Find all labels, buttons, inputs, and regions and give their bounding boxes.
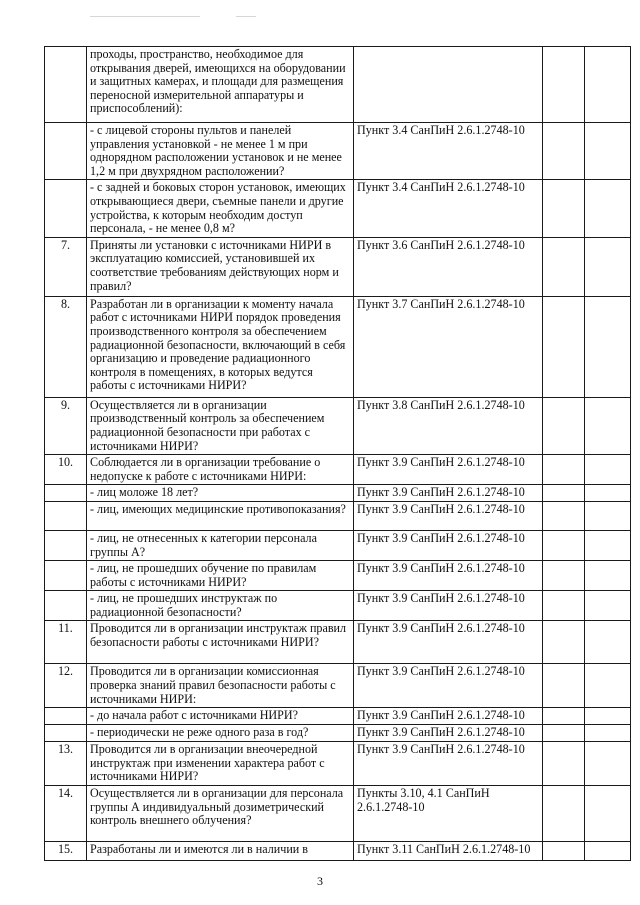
reference-cell: Пункт 3.9 СанПиН 2.6.1.2748-10 bbox=[354, 621, 543, 664]
table-row bbox=[45, 786, 631, 842]
answer-cell bbox=[543, 591, 585, 621]
reference-cell: Пункт 3.11 СанПиН 2.6.1.2748-10 bbox=[354, 842, 543, 861]
page-number: 3 bbox=[317, 874, 323, 888]
reference-cell: Пункты 3.10, 4.1 СанПиН 2.6.1.2748-10 bbox=[354, 786, 543, 842]
question-cell: - периодически не реже одного раза в год? bbox=[87, 725, 354, 742]
item-number-cell bbox=[45, 561, 87, 591]
question-cell: - с задней и боковых сторон установок, имеющих открывающиеся двери, съемные панели и другие устройства, к которым необходим доступ персонала, - не менее 0,8 м? bbox=[87, 180, 354, 237]
table-row bbox=[45, 591, 631, 621]
answer-cell bbox=[543, 47, 585, 123]
table-row bbox=[45, 530, 631, 560]
question-cell: - до начала работ с источниками НИРИ? bbox=[87, 708, 354, 725]
answer-cell bbox=[543, 237, 585, 296]
note-cell bbox=[585, 621, 631, 664]
question-cell: - лиц, не прошедших обучение по правилам работы с источниками НИРИ? bbox=[87, 561, 354, 591]
reference-cell: Пункт 3.9 СанПиН 2.6.1.2748-10 bbox=[354, 742, 543, 786]
reference-cell: Пункт 3.4 СанПиН 2.6.1.2748-10 bbox=[354, 123, 543, 180]
note-cell bbox=[585, 296, 631, 397]
question-cell: - с лицевой стороны пультов и панелей управления установкой - не менее 1 м при однорядном расположении установок и не менее 1,2 м при двухрядном расположении? bbox=[87, 123, 354, 180]
question-cell: Проводится ли в организации внеочередной инструктаж при изменении характера работ с источниками НИРИ? bbox=[87, 742, 354, 786]
reference-cell: Пункт 3.9 СанПиН 2.6.1.2748-10 bbox=[354, 530, 543, 560]
answer-cell bbox=[543, 455, 585, 485]
note-cell bbox=[585, 180, 631, 237]
table-row bbox=[45, 501, 631, 530]
answer-cell bbox=[543, 786, 585, 842]
reference-cell: Пункт 3.4 СанПиН 2.6.1.2748-10 bbox=[354, 180, 543, 237]
question-cell: - лиц моложе 18 лет? bbox=[87, 485, 354, 502]
table-row bbox=[45, 455, 631, 485]
question-cell: проходы, пространство, необходимое для открывания дверей, имеющихся на оборудовании и защитных камерах, и площади для размещения переносной измерительной аппаратуры и приспособлений): bbox=[87, 47, 354, 123]
item-number-cell: 12. bbox=[45, 664, 87, 708]
question-cell: Разработаны ли и имеются ли в наличии в bbox=[87, 842, 354, 861]
table-row bbox=[45, 47, 631, 123]
question-cell: Проводится ли в организации комиссионная проверка знаний правил безопасности работы с источниками НИРИ: bbox=[87, 664, 354, 708]
table-row bbox=[45, 397, 631, 454]
question-cell: Разработан ли в организации к моменту начала работ с источниками НИРИ порядок проведения производственного контроля за обеспечением радиационной безопасности, включающий в себя организацию и проведение радиационного контроля в помещениях, в которых ведутся работы с источниками НИРИ? bbox=[87, 296, 354, 397]
item-number-cell bbox=[45, 708, 87, 725]
note-cell bbox=[585, 397, 631, 454]
item-number-cell: 15. bbox=[45, 842, 87, 861]
answer-cell bbox=[543, 842, 585, 861]
table-row bbox=[45, 842, 631, 861]
table-row bbox=[45, 708, 631, 725]
scan-artifact-line bbox=[90, 16, 200, 17]
answer-cell bbox=[543, 708, 585, 725]
table-row bbox=[45, 180, 631, 237]
table-row bbox=[45, 485, 631, 502]
item-number-cell bbox=[45, 725, 87, 742]
note-cell bbox=[585, 455, 631, 485]
answer-cell bbox=[543, 561, 585, 591]
note-cell bbox=[585, 123, 631, 180]
note-cell bbox=[585, 842, 631, 861]
table-row bbox=[45, 725, 631, 742]
answer-cell bbox=[543, 397, 585, 454]
checklist-table bbox=[44, 46, 631, 861]
reference-cell: Пункт 3.8 СанПиН 2.6.1.2748-10 bbox=[354, 397, 543, 454]
item-number-cell: 14. bbox=[45, 786, 87, 842]
item-number-cell: 8. bbox=[45, 296, 87, 397]
note-cell bbox=[585, 485, 631, 502]
reference-cell bbox=[354, 47, 543, 123]
answer-cell bbox=[543, 123, 585, 180]
note-cell bbox=[585, 530, 631, 560]
note-cell bbox=[585, 561, 631, 591]
scan-artifact-line bbox=[236, 16, 256, 17]
note-cell bbox=[585, 591, 631, 621]
checklist-body bbox=[45, 47, 631, 861]
answer-cell bbox=[543, 725, 585, 742]
note-cell bbox=[585, 47, 631, 123]
answer-cell bbox=[543, 621, 585, 664]
question-cell: - лиц, имеющих медицинские противопоказания? bbox=[87, 501, 354, 530]
reference-cell: Пункт 3.9 СанПиН 2.6.1.2748-10 bbox=[354, 725, 543, 742]
answer-cell bbox=[543, 501, 585, 530]
item-number-cell: 13. bbox=[45, 742, 87, 786]
note-cell bbox=[585, 742, 631, 786]
question-cell: - лиц, не прошедших инструктаж по радиационной безопасности? bbox=[87, 591, 354, 621]
item-number-cell bbox=[45, 501, 87, 530]
table-row bbox=[45, 296, 631, 397]
reference-cell: Пункт 3.9 СанПиН 2.6.1.2748-10 bbox=[354, 485, 543, 502]
question-cell: Приняты ли установки с источниками НИРИ в эксплуатацию комиссией, установившей их соответствие требованиям действующих норм и правил? bbox=[87, 237, 354, 296]
reference-cell: Пункт 3.9 СанПиН 2.6.1.2748-10 bbox=[354, 455, 543, 485]
reference-cell: Пункт 3.7 СанПиН 2.6.1.2748-10 bbox=[354, 296, 543, 397]
question-cell: Осуществляется ли в организации для персонала группы А индивидуальный дозиметрический контроль внешнего облучения? bbox=[87, 786, 354, 842]
reference-cell: Пункт 3.9 СанПиН 2.6.1.2748-10 bbox=[354, 591, 543, 621]
reference-cell: Пункт 3.6 СанПиН 2.6.1.2748-10 bbox=[354, 237, 543, 296]
item-number-cell bbox=[45, 180, 87, 237]
question-cell: Соблюдается ли в организации требование о недопуске к работе с источниками НИРИ: bbox=[87, 455, 354, 485]
table-row bbox=[45, 742, 631, 786]
question-cell: Проводится ли в организации инструктаж правил безопасности работы с источниками НИРИ? bbox=[87, 621, 354, 664]
answer-cell bbox=[543, 742, 585, 786]
item-number-cell: 7. bbox=[45, 237, 87, 296]
answer-cell bbox=[543, 664, 585, 708]
item-number-cell bbox=[45, 47, 87, 123]
note-cell bbox=[585, 664, 631, 708]
item-number-cell: 11. bbox=[45, 621, 87, 664]
item-number-cell: 10. bbox=[45, 455, 87, 485]
table-row bbox=[45, 237, 631, 296]
question-cell: - лиц, не отнесенных к категории персонала группы А? bbox=[87, 530, 354, 560]
answer-cell bbox=[543, 485, 585, 502]
table-row bbox=[45, 561, 631, 591]
item-number-cell: 9. bbox=[45, 397, 87, 454]
reference-cell: Пункт 3.9 СанПиН 2.6.1.2748-10 bbox=[354, 664, 543, 708]
table-row bbox=[45, 621, 631, 664]
answer-cell bbox=[543, 180, 585, 237]
item-number-cell bbox=[45, 123, 87, 180]
note-cell bbox=[585, 708, 631, 725]
item-number-cell bbox=[45, 485, 87, 502]
note-cell bbox=[585, 725, 631, 742]
table-row bbox=[45, 123, 631, 180]
note-cell bbox=[585, 786, 631, 842]
item-number-cell bbox=[45, 591, 87, 621]
note-cell bbox=[585, 237, 631, 296]
item-number-cell bbox=[45, 530, 87, 560]
question-cell: Осуществляется ли в организации производственный контроль за обеспечением радиационной безопасности при работах с источниками НИРИ? bbox=[87, 397, 354, 454]
table-row bbox=[45, 664, 631, 708]
note-cell bbox=[585, 501, 631, 530]
reference-cell: Пункт 3.9 СанПиН 2.6.1.2748-10 bbox=[354, 708, 543, 725]
reference-cell: Пункт 3.9 СанПиН 2.6.1.2748-10 bbox=[354, 561, 543, 591]
answer-cell bbox=[543, 530, 585, 560]
reference-cell: Пункт 3.9 СанПиН 2.6.1.2748-10 bbox=[354, 501, 543, 530]
answer-cell bbox=[543, 296, 585, 397]
